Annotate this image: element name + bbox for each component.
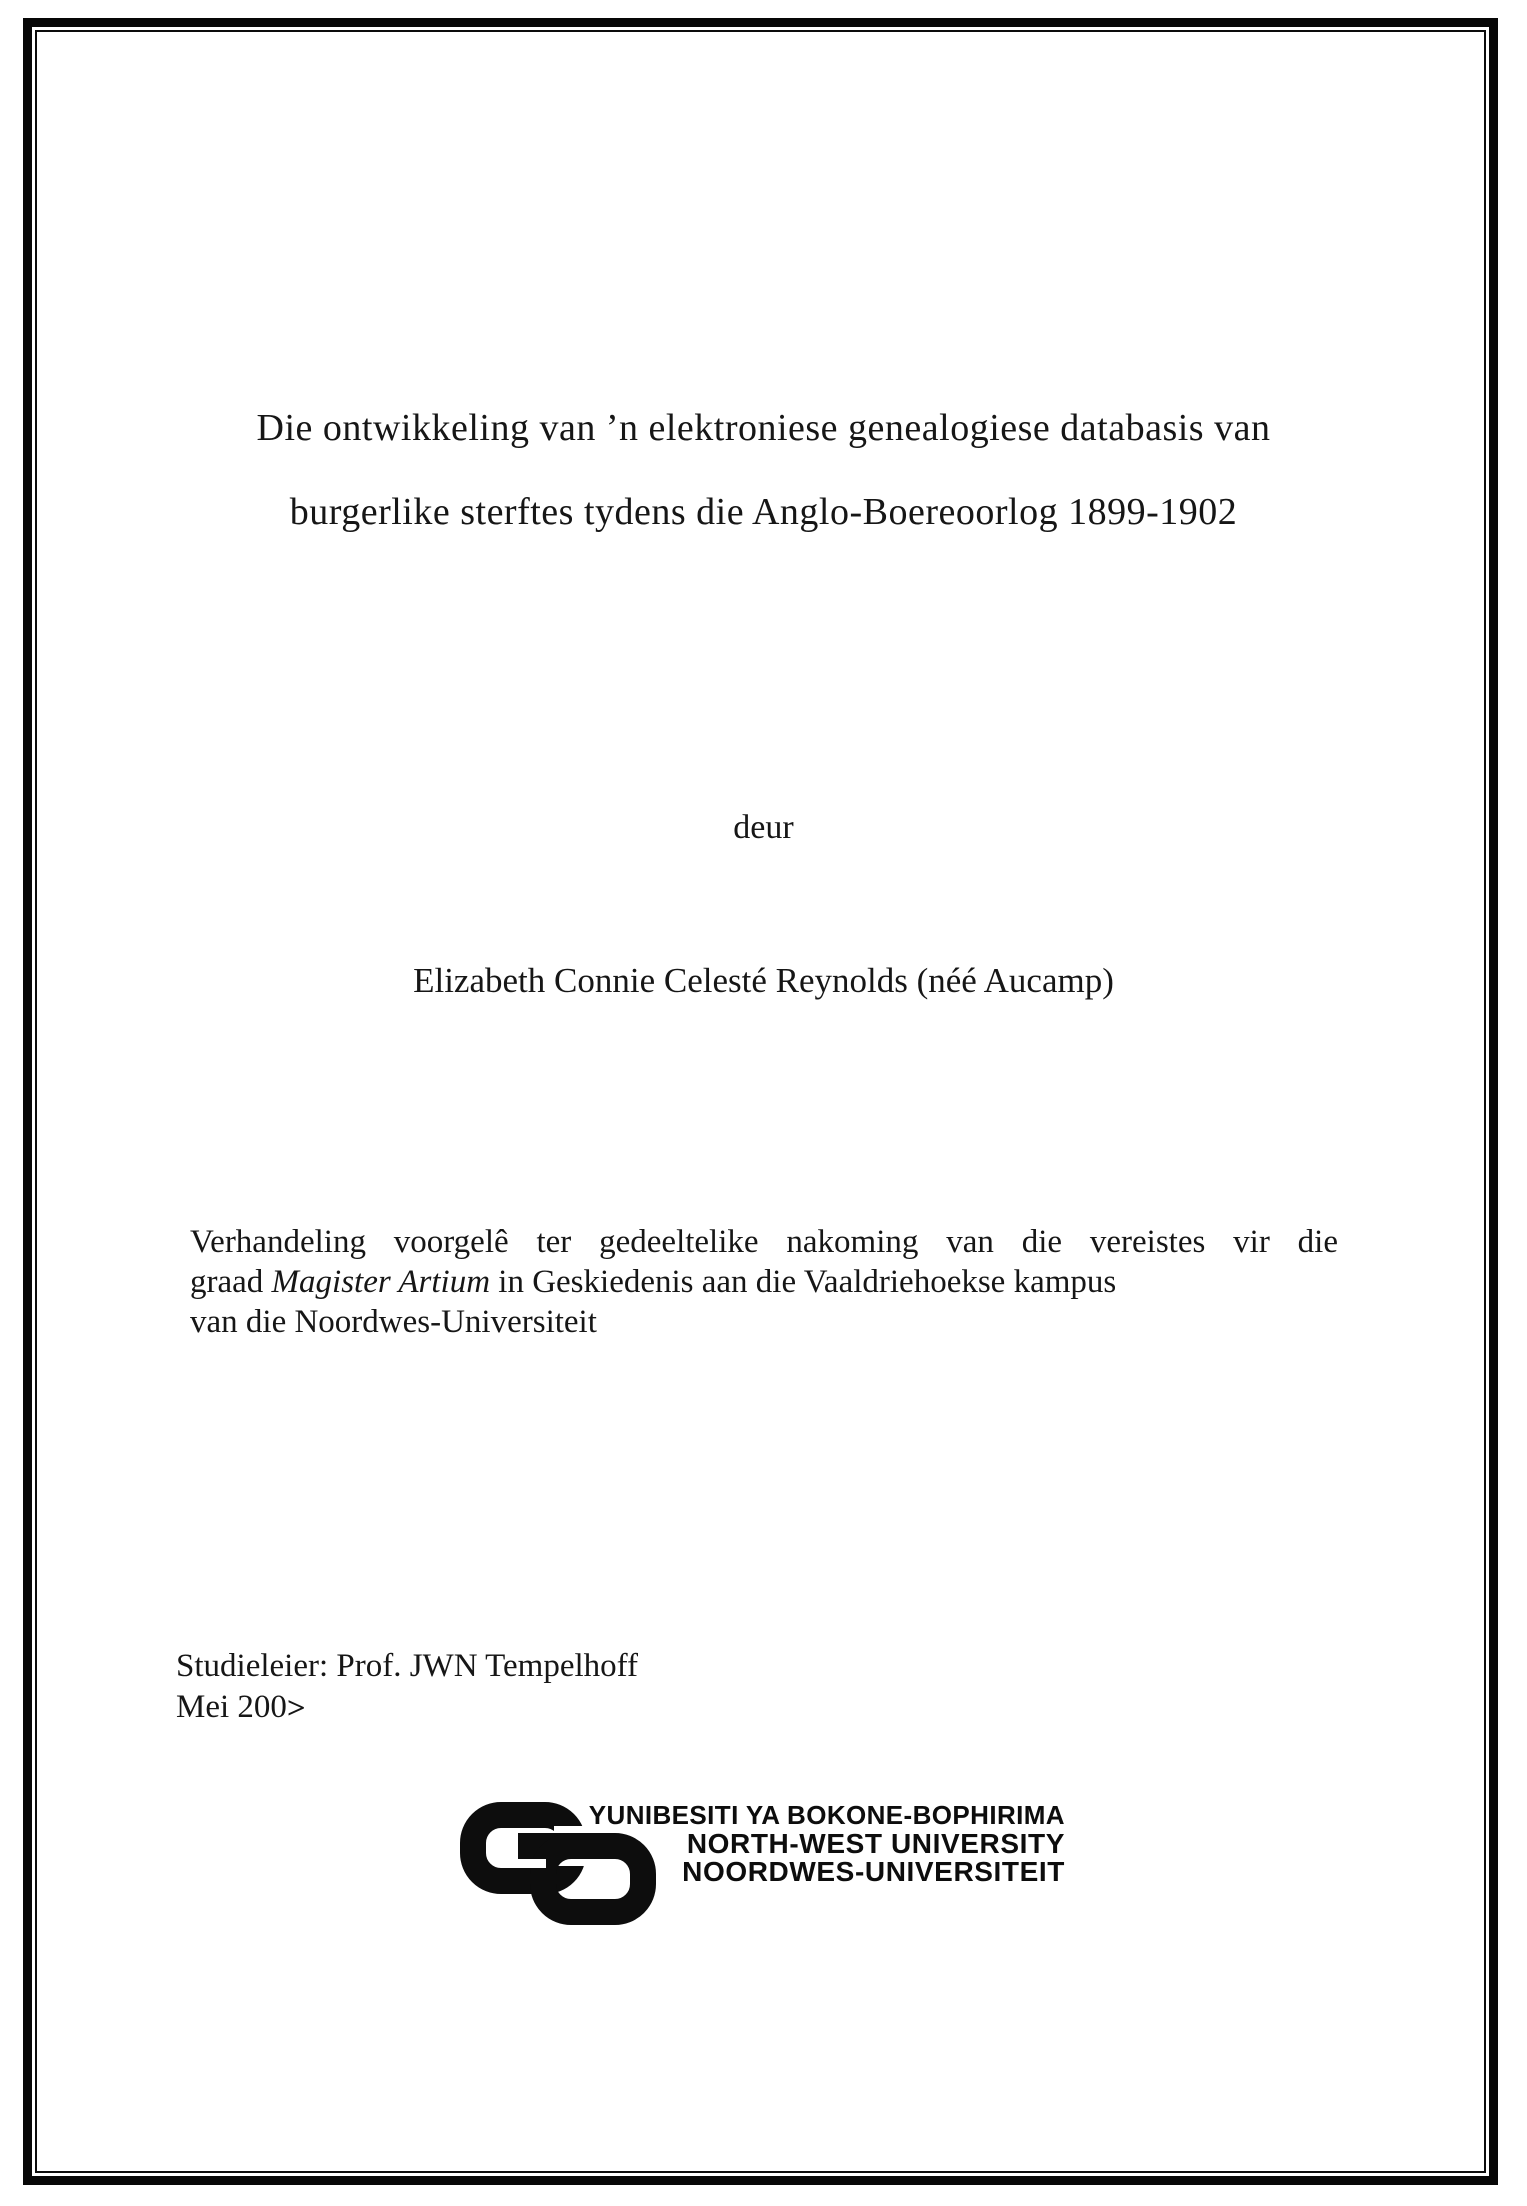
thesis-title-line2: burgerlike sterftes tydens die Anglo-Boereoorlog 1899-1902 <box>289 491 1238 533</box>
thesis-title-line1: Die ontwikkeling van ’n elektroniese genealogiese databasis van <box>256 407 1271 449</box>
date-line <box>176 1687 638 1728</box>
thesis-title <box>80 386 1447 554</box>
nwu-logo <box>458 1796 1118 1936</box>
nwu-logo-line2: NORTH-WEST UNIVERSITY <box>686 1828 1065 1859</box>
degree-statement-line2-prefix: graad <box>190 1264 272 1300</box>
nwu-logo-line3: NOORDWES-UNIVERSITEIT <box>682 1856 1065 1887</box>
nwu-logo-line1: YUNIBESITI YA BOKONE-BOPHIRIMA <box>588 1800 1065 1830</box>
degree-statement-line3: van die Noordwes-Universiteit <box>190 1304 597 1340</box>
date-line-last-glyph: > <box>286 1692 306 1726</box>
degree-name-italic: Magister Artium <box>271 1264 491 1300</box>
degree-statement-line1: Verhandeling voorgelê ter gedeeltelike nakoming van die vereistes vir die <box>190 1224 1338 1260</box>
degree-statement-line2 <box>190 1262 1338 1302</box>
nwu-logo-wordmark <box>585 1801 1065 1886</box>
byline-deur: deur <box>733 809 794 846</box>
degree-statement-line2-suffix: in Geskiedenis aan die Vaaldriehoekse kampus <box>490 1264 1117 1300</box>
degree-statement <box>190 1222 1338 1342</box>
supervisor-line: Studieleier: Prof. JWN Tempelhoff <box>176 1648 639 1684</box>
supervisor-block <box>176 1646 638 1728</box>
date-line-prefix: Mei 200 <box>176 1689 287 1725</box>
author-name: Elizabeth Connie Celesté Reynolds (néé Aucamp) <box>413 961 1114 1000</box>
